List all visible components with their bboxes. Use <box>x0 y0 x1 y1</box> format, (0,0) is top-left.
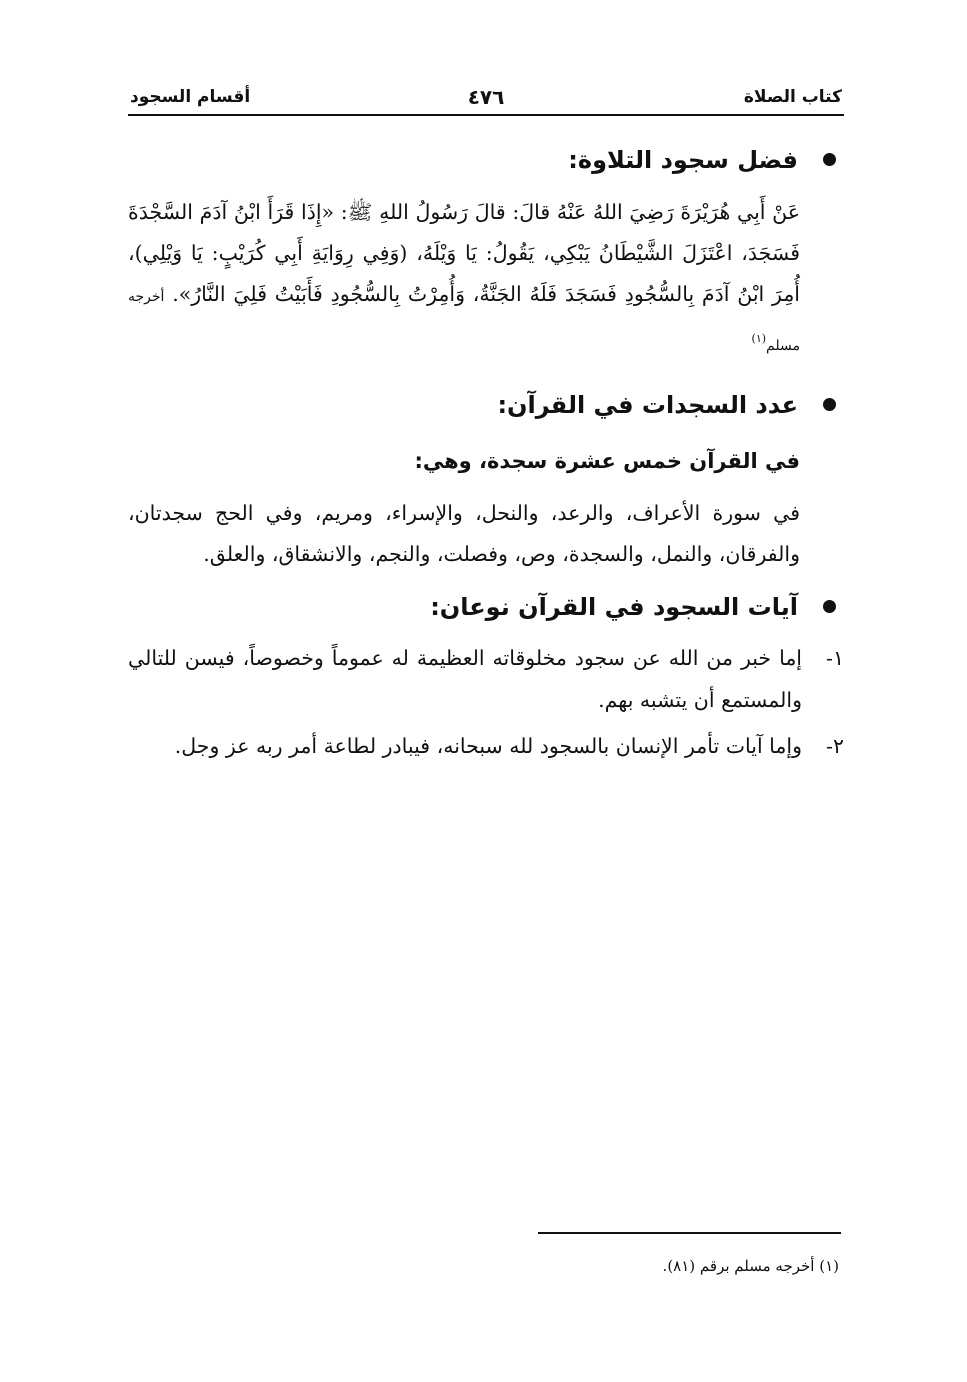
page-number: ٤٧٦ <box>467 85 505 109</box>
section-title: عدد السجدات في القرآن: <box>497 390 798 419</box>
item-text: إما خبر من الله عن سجود مخلوقاته العظيمة له عموماً وخصوصاً، فيسن للتالي والمستمع أن يتشبه بهم. <box>128 645 802 712</box>
surah-list-paragraph: في سورة الأعراف، والرعد، والنحل، والإسراء، ومريم، وفي الحج سجدتان، والفرقان، والنمل، والسجدة، وص، وفصلت، والنجم، والانشقاق، والعلق. <box>128 500 800 566</box>
section-title: فضل سجود التلاوة: <box>568 146 798 174</box>
item-number: ١- <box>826 645 844 670</box>
section-heading-count <box>128 385 844 425</box>
item-text: وإما آيات تأمر الإنسان بالسجود لله سبحانه، فيبادر لطاعة أمر ربه عز وجل. <box>174 733 802 758</box>
list-item <box>128 725 844 767</box>
running-header <box>128 84 844 116</box>
source-note: أخرجه مسلم <box>128 289 800 354</box>
bullet-icon <box>823 398 836 411</box>
footnote-ref[interactable]: (١) <box>751 332 767 345</box>
page-content <box>128 140 844 767</box>
section-heading-types <box>128 587 844 627</box>
footnote-divider <box>538 1232 841 1234</box>
section-subtitle: في القرآن خمس عشرة سجدة، وهي: <box>414 448 800 473</box>
chapter-title: أقسام السجود <box>130 87 251 107</box>
bullet-icon <box>823 600 836 613</box>
hadith-paragraph <box>128 192 844 367</box>
list-item <box>128 637 844 721</box>
section-heading-virtue <box>128 140 844 180</box>
footnote: (١) أخرجه مسلم برقم (٨١). <box>662 1257 839 1275</box>
item-number: ٢- <box>826 733 844 758</box>
hadith-text: عَنْ أَبِي هُرَيْرَةَ رَضِيَ اللهُ عَنْهُ قالَ: قالَ رَسُولُ اللهِ ﷺ: «إِذَا قَرَأَ ابْنُ آدَمَ السَّجْدَةَ فَسَجَدَ، اعْتَزَلَ الشَّيْطَانُ يَبْكِي، يَقُولُ: يَا وَيْلَهُ، (وَفِي رِوَايَةِ أَبِي كُرَيْبٍ: يَا وَيْلِي)، أُمِرَ ابْنُ آدَمَ بِالسُّجُودِ فَسَجَدَ فَلَهُ الجَنَّةُ، وَأُمِرْتُ بِالسُّجُودِ فَأَبَيْتُ فَلِيَ النَّارُ». <box>128 200 800 306</box>
bullet-icon <box>823 153 836 166</box>
section-title: آيات السجود في القرآن نوعان: <box>430 592 798 621</box>
book-title: كتاب الصلاة <box>743 87 842 107</box>
